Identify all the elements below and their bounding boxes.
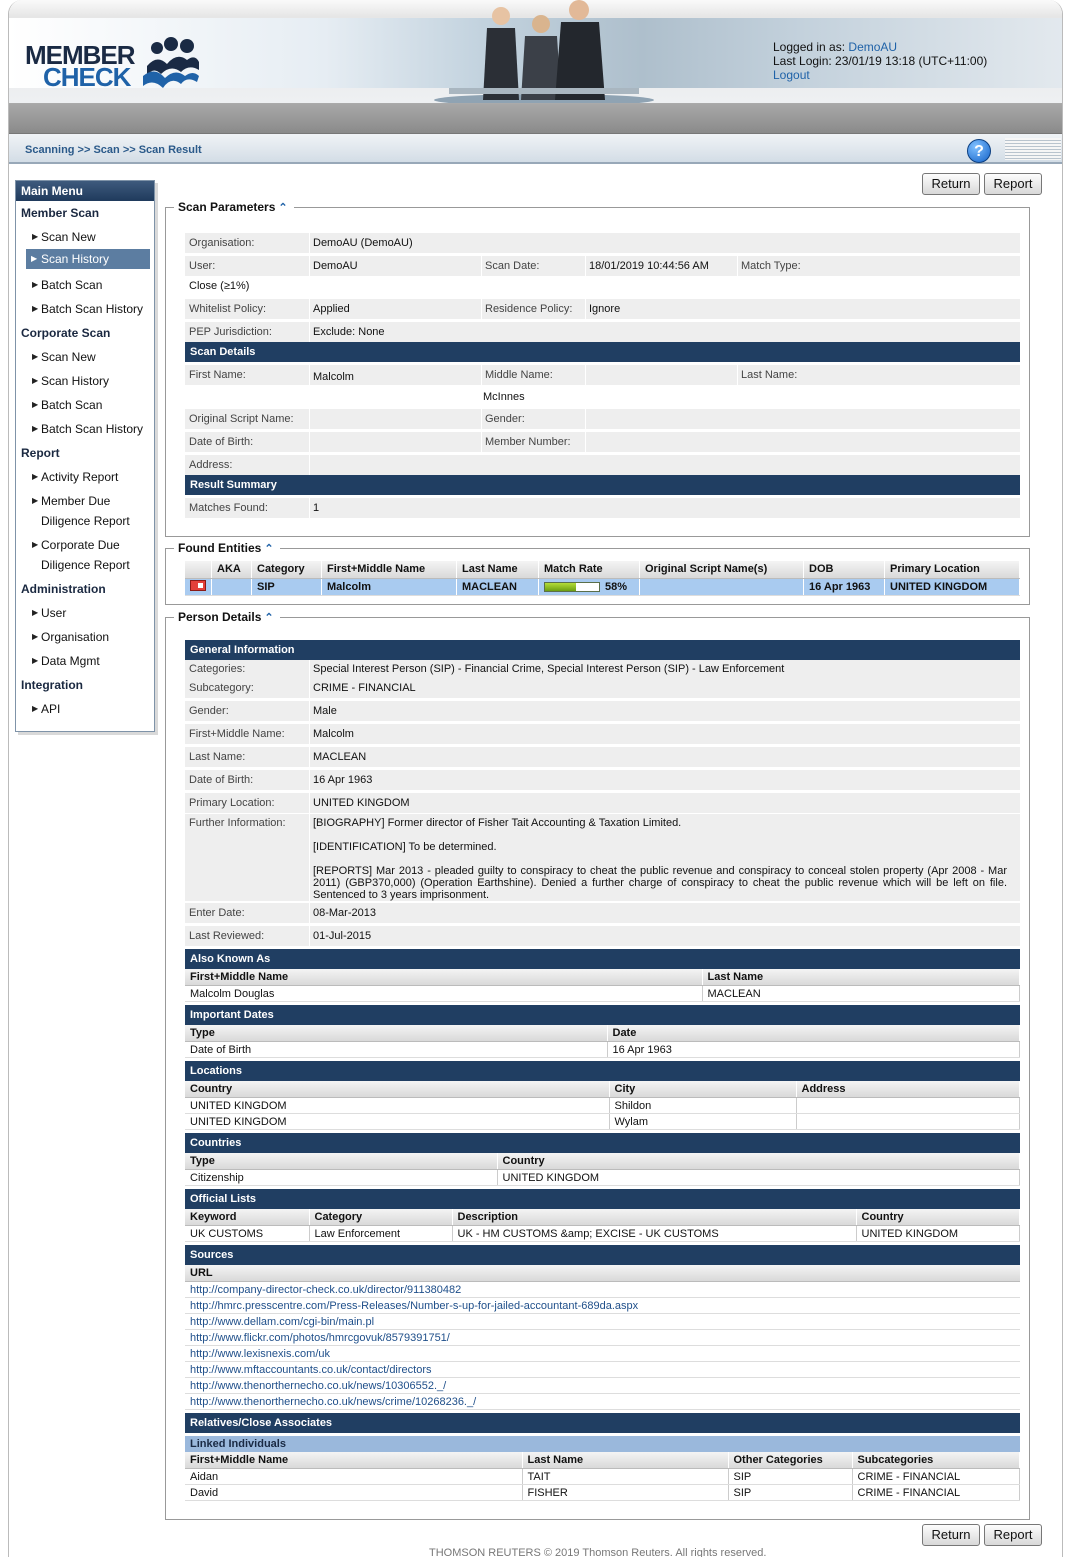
menu-item-corp-scan-new[interactable]: ▶ Scan New: [16, 345, 154, 369]
row-matches: Matches Found: 1: [185, 498, 1020, 518]
table-row: UNITED KINGDOM Wylam: [185, 1114, 1020, 1130]
result-summary-header: Result Summary: [185, 475, 1020, 495]
app-frame: [8, 0, 1063, 1557]
menu-item-corp-scan-history[interactable]: ▶ Scan History: [16, 369, 154, 393]
linked-individuals-table: First+Middle Name Last Name Other Categories Subcategories Aidan TAIT SIP CRIME - FINANCIAL David FISHER SIP CRIME - FINANCIAL: [185, 1452, 1020, 1501]
collapse-icon: ⌃: [264, 612, 274, 624]
table-row: Citizenship UNITED KINGDOM: [185, 1170, 1020, 1186]
help-icon[interactable]: ?: [967, 139, 991, 163]
found-entities-legend[interactable]: Found Entities ⌃: [178, 541, 274, 555]
return-button-bottom[interactable]: Return: [922, 1524, 980, 1546]
arrow-right-icon: ▶: [32, 496, 39, 505]
match-type-value: Close (≥1%): [189, 280, 250, 292]
source-link[interactable]: http://hmrc.presscentre.com/Press-Releases/Number-s-up-for-jailed-accountant-689da.aspx: [185, 1298, 1020, 1314]
menu-item-data-mgmt[interactable]: ▶ Data Mgmt: [16, 649, 154, 673]
breadcrumb-bar: [9, 134, 1063, 164]
important-dates-header: Important Dates: [185, 1005, 1020, 1025]
sources-header: Sources: [185, 1245, 1020, 1265]
menu-group-report: Report: [21, 446, 60, 460]
logo-text-check: CHECK: [43, 62, 131, 92]
row-primary-location: Primary Location: UNITED KINGDOM: [185, 793, 1020, 813]
table-row: Aidan TAIT SIP CRIME - FINANCIAL: [185, 1469, 1020, 1485]
sources-table: URL http://company-director-check.co.uk/director/911380482 http://hmrc.presscentre.com/Press-Releases/Number-s-up-for-jailed-accountant-689da.aspx http://www.dellam.com/cgi-bin/main.pl http://www.flickr.com/photos/hmrcgovuk/8579391751/ http://www.lexisnexis.com/uk http://www.mftaccountants.co.uk/contact/directors http://www.thenorthernecho.co.uk/news/10306552._/ http://www.thenorthernecho.co.uk/news/crime/10268236._/: [185, 1265, 1020, 1410]
important-dates-table: Type Date Date of Birth 16 Apr 1963: [185, 1025, 1020, 1058]
menu-item-activity-report[interactable]: ▶ Activity Report: [16, 465, 154, 489]
flag-icon: [190, 580, 206, 591]
row-organisation: Organisation: DemoAU (DemoAU): [185, 233, 1020, 253]
row-further-information: Further Information: [BIOGRAPHY] Former director of Fisher Tait Accounting & Taxation Limited. [IDENTIFICATION] To be determined. [REPORTS] Mar 2013 - pleaded guilty to conspiracy to cheat the public revenue and conspiracy to conceal stolen property (Apr 2008 - Mar 2011) (GBP370,000) (Operation Earthshine). Denied a further charge of conspiracy to cheat the public revenue which will be left on file. Sentenced to 3 years imprisonment.: [185, 814, 1020, 901]
table-row: Date of Birth 16 Apr 1963: [185, 1042, 1020, 1058]
menu-item-member-scan-new[interactable]: ▶ Scan New: [16, 225, 154, 249]
menu-item-corp-batch-scan-history[interactable]: ▶ Batch Scan History: [16, 417, 154, 441]
found-entity-row[interactable]: SIP Malcolm MACLEAN 58% 16 Apr 1963 UNITED KINGDOM: [185, 578, 1020, 595]
menu-item-member-batch-scan[interactable]: ▶ Batch Scan: [16, 273, 154, 297]
menu-group-integration: Integration: [21, 678, 83, 692]
arrow-right-icon: ▶: [32, 304, 39, 313]
row-pep: PEP Jurisdiction: Exclude: None: [185, 322, 1020, 342]
row-gender: Gender: Male: [185, 701, 1020, 721]
aka-table: First+Middle Name Last Name Malcolm Douglas MACLEAN: [185, 969, 1020, 1002]
row-subcategory: Subcategory: CRIME - FINANCIAL: [185, 678, 1020, 698]
collapse-icon: ⌃: [264, 543, 274, 555]
header-grey-bar: [9, 104, 1063, 134]
logo: [25, 32, 205, 96]
logout-link[interactable]: Logout: [773, 68, 810, 82]
login-info: [773, 40, 987, 82]
row-user: User: DemoAU Scan Date: 18/01/2019 10:44:56 AM Match Type: Close (≥1%): [185, 256, 1020, 296]
locations-header: Locations: [185, 1061, 1020, 1081]
arrow-right-icon: ▶: [32, 424, 39, 433]
menu-item-member-due-diligence[interactable]: ▶ Member Due Diligence Report: [16, 489, 154, 533]
row-last-reviewed: Last Reviewed: 01-Jul-2015: [185, 926, 1020, 946]
collapse-icon: ⌃: [278, 202, 288, 214]
arrow-right-icon: ▶: [32, 352, 39, 361]
menu-group-administration: Administration: [21, 582, 106, 596]
arrow-right-icon: ▶: [32, 540, 39, 549]
arrow-right-icon: ▶: [32, 608, 39, 617]
header-people-photo: [429, 0, 659, 104]
arrow-right-icon: ▶: [32, 472, 39, 481]
row-dob: Date of Birth: Member Number:: [185, 432, 1020, 452]
arrow-right-icon: ▶: [32, 632, 39, 641]
scan-date-value: 18/01/2019 10:44:56 AM: [589, 260, 709, 272]
arrow-right-icon: ▶: [32, 400, 39, 409]
countries-table: Type Country Citizenship UNITED KINGDOM: [185, 1153, 1020, 1186]
last-login: Last Login: 23/01/19 13:18 (UTC+11:00): [773, 54, 988, 68]
source-link[interactable]: http://www.thenorthernecho.co.uk/news/crime/10268236._/: [185, 1394, 1020, 1410]
further-info-identification: [IDENTIFICATION] To be determined.: [313, 841, 497, 853]
official-lists-header: Official Lists: [185, 1189, 1020, 1209]
matches-found-value: 1: [313, 502, 320, 514]
menu-item-member-batch-scan-history[interactable]: ▶ Batch Scan History: [16, 297, 154, 321]
row-original-script: Original Script Name: Gender:: [185, 409, 1020, 429]
locations-table: Country City Address UNITED KINGDOM Shildon UNITED KINGDOM Wylam: [185, 1081, 1020, 1130]
countries-header: Countries: [185, 1133, 1020, 1153]
footer-copyright: THOMSON REUTERS © 2019 Thomson Reuters. All rights reserved.: [429, 1547, 767, 1557]
table-row: Malcolm Douglas MACLEAN: [185, 986, 1020, 1002]
arrow-right-icon: ▶: [32, 656, 39, 665]
row-names: First Name: Malcolm Middle Name: Last Name: McInnes: [185, 365, 1020, 407]
source-link[interactable]: http://www.flickr.com/photos/hmrcgovuk/8579391751/: [185, 1330, 1020, 1346]
further-info-biography: [BIOGRAPHY] Former director of Fisher Tait Accounting & Taxation Limited.: [313, 817, 682, 829]
table-row: UK CUSTOMS Law Enforcement UK - HM CUSTOMS &amp; EXCISE - UK CUSTOMS UNITED KINGDOM: [185, 1226, 1020, 1242]
official-lists-table: Keyword Category Description Country UK CUSTOMS Law Enforcement UK - HM CUSTOMS &amp; EXCISE - UK CUSTOMS UNITED KINGDOM: [185, 1209, 1020, 1242]
main-menu-title: Main Menu: [16, 181, 154, 201]
menu-item-corp-batch-scan[interactable]: ▶ Batch Scan: [16, 393, 154, 417]
source-link[interactable]: http://www.dellam.com/cgi-bin/main.pl: [185, 1314, 1020, 1330]
source-link[interactable]: http://company-director-check.co.uk/director/911380482: [185, 1282, 1020, 1298]
menu-item-member-scan-history[interactable]: ▶ Scan History: [26, 249, 150, 269]
row-address: Address:: [185, 455, 1020, 475]
row-whitelist: Whitelist Policy: Applied Residence Policy: Ignore: [185, 299, 1020, 319]
source-link[interactable]: http://www.thenorthernecho.co.uk/news/10306552._/: [185, 1378, 1020, 1394]
match-rate-bar: [544, 582, 600, 592]
scan-parameters-legend[interactable]: Scan Parameters ⌃: [178, 200, 288, 214]
source-link[interactable]: http://www.lexisnexis.com/uk: [185, 1346, 1020, 1362]
logged-in-label: Logged in as:: [773, 40, 846, 54]
relatives-header: Relatives/Close Associates: [185, 1413, 1020, 1433]
breadcrumb[interactable]: Scanning >> Scan >> Scan Result: [25, 144, 202, 156]
user-link[interactable]: DemoAU: [848, 40, 898, 54]
last-name-value: McInnes: [483, 391, 525, 403]
arrow-right-icon: ▶: [32, 704, 39, 713]
further-info-reports: [REPORTS] Mar 2013 - pleaded guilty to conspiracy to cheat the public revenue and conspiracy to conceal stolen property (Apr 2008 - Mar 2011) (GBP370,000) (Operation Earthshine). Denied a further charge of conspiracy to cheat the public revenue which will be left on file. Sentenced to 3 years imprisonment.: [313, 865, 1007, 901]
arrow-right-icon: ▶: [32, 376, 39, 385]
aka-header: Also Known As: [185, 949, 1020, 969]
found-entities-table: [185, 561, 1020, 596]
scan-details-header: Scan Details: [185, 342, 1020, 362]
main-menu: [15, 180, 155, 732]
logo-text-member: MEMBER: [25, 40, 135, 70]
row-last-name: Last Name: MACLEAN: [185, 747, 1020, 767]
return-button-top[interactable]: Return: [922, 173, 980, 195]
linked-individuals-header: Linked Individuals: [185, 1436, 1020, 1452]
row-categories: Categories: Special Interest Person (SIP) - Financial Crime, Special Interest Person (SIP) - Law Enforcement: [185, 660, 1020, 678]
row-enter-date: Enter Date: 08-Mar-2013: [185, 903, 1020, 923]
table-header-row: AKA Category First+Middle Name Last Name Match Rate Original Script Name(s) DOB Primary Location: [185, 561, 1020, 578]
menu-item-api[interactable]: ▶ API: [16, 697, 154, 721]
organisation-value: DemoAU (DemoAU): [313, 237, 413, 249]
table-row: UNITED KINGDOM Shildon: [185, 1098, 1020, 1114]
menu-item-organisation[interactable]: ▶ Organisation: [16, 625, 154, 649]
logo-people-icon: [137, 36, 201, 94]
menu-group-corporate-scan: Corporate Scan: [21, 326, 111, 340]
menu-item-corporate-due-diligence[interactable]: ▶ Corporate Due Diligence Report: [16, 533, 154, 577]
arrow-right-icon: ▶: [32, 232, 39, 241]
menu-group-member-scan: Member Scan: [21, 206, 100, 220]
report-button-bottom[interactable]: Report: [984, 1524, 1042, 1546]
arrow-right-icon: ▶: [32, 280, 39, 289]
table-row: David FISHER SIP CRIME - FINANCIAL: [185, 1485, 1020, 1501]
row-first-middle: First+Middle Name: Malcolm: [185, 724, 1020, 744]
menu-item-user[interactable]: ▶ User: [16, 601, 154, 625]
header: [9, 0, 1063, 104]
breadcrumb-decoration: [1005, 138, 1061, 160]
source-link[interactable]: http://www.mftaccountants.co.uk/contact/directors: [185, 1362, 1020, 1378]
arrow-right-icon: ▶: [31, 254, 38, 263]
general-info-header: General Information: [185, 640, 1020, 660]
person-details-legend[interactable]: Person Details ⌃: [178, 610, 274, 624]
report-button-top[interactable]: Report: [984, 173, 1042, 195]
row-date-of-birth: Date of Birth: 16 Apr 1963: [185, 770, 1020, 790]
